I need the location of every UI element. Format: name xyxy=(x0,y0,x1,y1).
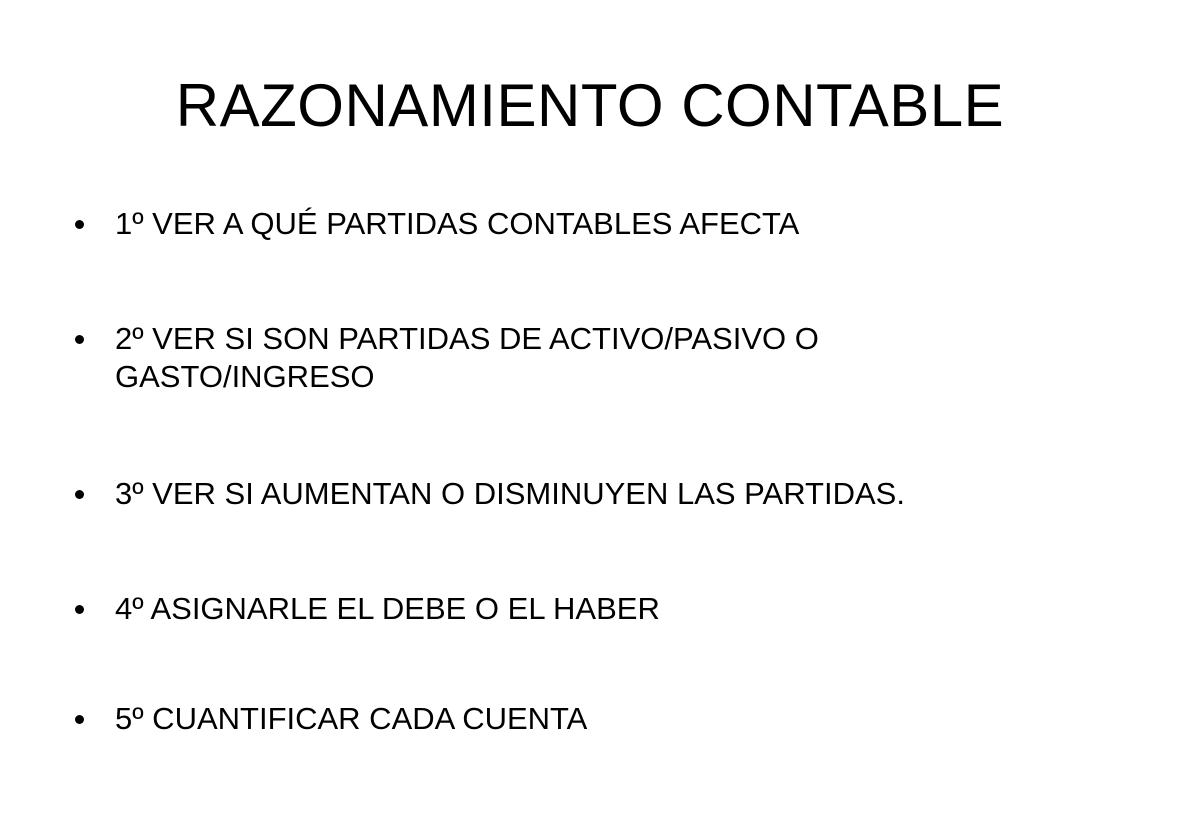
bullet-dot-icon xyxy=(75,715,84,724)
slide-title: RAZONAMIENTO CONTABLE xyxy=(175,72,1005,139)
bullet-dot-icon xyxy=(75,220,84,229)
bullet-text: 4º ASIGNARLE EL DEBE O EL HABER xyxy=(115,591,660,626)
bullet-text: 1º VER A QUÉ PARTIDAS CONTABLES AFECTA xyxy=(115,206,800,241)
bullet-text: 5º CUANTIFICAR CADA CUENTA xyxy=(115,701,588,736)
bullet-text: 2º VER SI SON PARTIDAS DE ACTIVO/PASIVO O GASTO/INGRESO xyxy=(115,321,819,394)
bullet-dot-icon xyxy=(75,605,84,614)
bullet-dot-icon xyxy=(75,490,84,499)
bullet-text: 3º VER SI AUMENTAN O DISMINUYEN LAS PARTIDAS. xyxy=(115,476,905,511)
bullet-dot-icon xyxy=(75,335,84,344)
